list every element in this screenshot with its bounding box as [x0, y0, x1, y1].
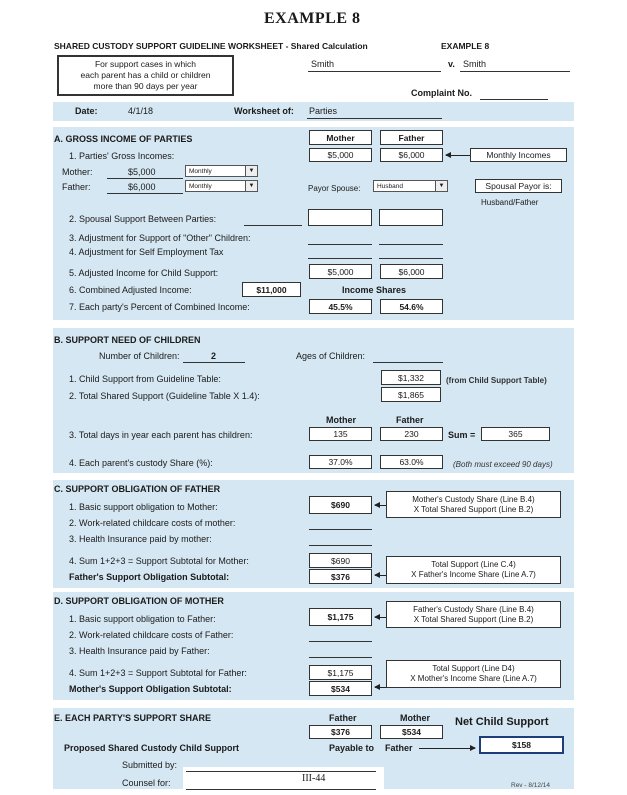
- num-children-value[interactable]: 2: [211, 351, 217, 361]
- b-col-mother: Mother: [326, 415, 356, 425]
- mother-obligation-value: $534: [309, 681, 372, 696]
- custody-share-father: 63.0%: [380, 455, 443, 469]
- e-mother-value: $534: [380, 725, 443, 739]
- info-line-2: each parent has a child or children: [80, 70, 211, 80]
- d-note2-arrow: [375, 687, 386, 688]
- mother-period-value: Monthly: [189, 168, 212, 175]
- line-a3-label: 3. Adjustment for Support of "Other" Children:: [69, 233, 251, 243]
- sum-label: Sum =: [448, 430, 476, 440]
- payable-arrow: [419, 748, 475, 749]
- shared-support-value: $1,865: [381, 387, 441, 402]
- c-note1-line2: X Total Shared Support (Line B.2): [413, 504, 534, 514]
- payable-to-label: Payable to: [329, 743, 375, 753]
- line-d2-label: 2. Work-related childcare costs of Father:: [69, 630, 234, 640]
- other-children-father-line: [379, 244, 443, 245]
- gross-income-mother: $5,000: [309, 148, 372, 162]
- custody-note: (Both must exceed 90 days): [453, 460, 553, 469]
- worksheet-of-underline: [307, 118, 442, 119]
- line-b1-label: 1. Child Support from Guideline Table:: [69, 374, 221, 384]
- info-line-3: more than 90 days per year: [93, 81, 198, 91]
- line-a5-label: 5. Adjusted Income for Child Support:: [69, 268, 219, 278]
- guideline-table-note: (from Child Support Table): [446, 376, 547, 385]
- line-b3-label: 3. Total days in year each parent has children:: [69, 430, 253, 440]
- defendant-underline: [460, 71, 570, 72]
- c-note1-arrow: [375, 505, 386, 506]
- spousal-payor-label: Spousal Payor is:: [475, 179, 562, 193]
- complaint-label: Complaint No.: [411, 88, 472, 98]
- monthly-incomes-note: Monthly Incomes: [470, 148, 567, 162]
- payor-spouse-select[interactable]: [373, 180, 448, 192]
- line-c4-label: 4. Sum 1+2+3 = Support Subtotal for Mother:: [69, 556, 249, 566]
- line-a6-label: 6. Combined Adjusted Income:: [69, 285, 192, 295]
- mother-basic-obligation: $1,175: [309, 608, 372, 626]
- ages-label: Ages of Children:: [296, 351, 366, 361]
- worksheet-of-value[interactable]: Parties: [309, 106, 338, 116]
- line-a7-label: 7. Each party's Percent of Combined Income:: [69, 302, 250, 312]
- line-a4-label: 4. Adjustment for Self Employment Tax: [69, 247, 224, 257]
- percent-father: 54.6%: [380, 299, 443, 314]
- col-father-header: Father: [380, 130, 443, 145]
- c-note1-line1: Mother's Custody Share (Line B.4): [412, 494, 535, 504]
- plaintiff-underline: [308, 71, 441, 72]
- other-children-mother-line: [308, 244, 372, 245]
- e-father-value: $376: [309, 725, 372, 739]
- c-formula-note-1: [386, 491, 561, 518]
- c-note2-line2: X Father's Income Share (Line A.7): [411, 570, 536, 579]
- e-col-father: Father: [329, 713, 357, 723]
- v-label: v.: [448, 59, 455, 69]
- combined-income-value: $11,000: [242, 282, 301, 297]
- num-children-label: Number of Children:: [99, 351, 180, 361]
- num-children-underline: [183, 362, 245, 363]
- payor-spouse-value: Husband: [377, 183, 404, 190]
- net-child-support-label: Net Child Support: [455, 716, 549, 728]
- percent-mother: 45.5%: [309, 299, 372, 314]
- days-father[interactable]: 230: [380, 427, 443, 441]
- counsel-for-label: Counsel for:: [122, 778, 171, 788]
- example-label: EXAMPLE 8: [441, 41, 490, 51]
- line-b4-label: 4. Each parent's custody Share (%):: [69, 458, 213, 468]
- section-e-heading: E. EACH PARTY'S SUPPORT SHARE: [54, 713, 211, 723]
- col-mother-header: Mother: [309, 130, 372, 145]
- section-a-heading: A. GROSS INCOME OF PARTIES: [54, 134, 193, 144]
- d-note1-line2: X Total Shared Support (Line B.2): [413, 614, 534, 624]
- self-employment-mother-line: [308, 258, 372, 259]
- father-basic-obligation: $690: [309, 496, 372, 514]
- father-income-label: Father:: [62, 182, 91, 192]
- submitted-underline: [186, 771, 376, 772]
- worksheet-of-label: Worksheet of:: [234, 106, 294, 116]
- self-employment-father-line: [379, 258, 443, 259]
- father-income-underline: [107, 193, 183, 194]
- d2-underline: [309, 641, 372, 642]
- line-d1-label: 1. Basic support obligation to Father:: [69, 614, 216, 624]
- line-a1-label: 1. Parties' Gross Incomes:: [69, 151, 175, 161]
- worksheet-title: SHARED CUSTODY SUPPORT GUIDELINE WORKSHEET - Shared Calculation: [54, 41, 368, 51]
- info-line-1: For support cases in which: [94, 59, 197, 69]
- defendant-name[interactable]: Smith: [463, 59, 487, 69]
- submitted-by-label: Submitted by:: [122, 760, 178, 770]
- net-child-support-value: $158: [479, 736, 564, 754]
- income-note-arrow: [446, 155, 470, 156]
- sum-value: 365: [481, 427, 550, 441]
- father-period-select[interactable]: [185, 180, 258, 192]
- info-box: [57, 55, 234, 96]
- complaint-underline: [480, 99, 548, 100]
- father-obligation-label: Father's Support Obligation Subtotal:: [69, 572, 230, 582]
- c-note2-arrow: [375, 575, 386, 576]
- mother-income-label: Mother:: [62, 167, 93, 177]
- custody-share-mother: 37.0%: [309, 455, 372, 469]
- gross-income-father: $6,000: [380, 148, 443, 162]
- line-c2-label: 2. Work-related childcare costs of mother:: [69, 518, 236, 528]
- c2-underline: [309, 529, 372, 530]
- d-note1-line1: Father's Custody Share (Line B.4): [413, 604, 534, 614]
- ages-underline: [373, 362, 443, 363]
- d-formula-note-1: [386, 601, 561, 628]
- section-b-heading: B. SUPPORT NEED OF CHILDREN: [54, 335, 201, 345]
- line-b2-label: 2. Total Shared Support (Guideline Table X 1.4):: [69, 391, 260, 401]
- spousal-payor-value: Husband/Father: [481, 198, 539, 207]
- line-a2-label: 2. Spousal Support Between Parties:: [69, 214, 217, 224]
- date-label: Date:: [75, 106, 98, 116]
- chevron-down-icon[interactable]: ▼: [435, 181, 447, 191]
- payable-to-value: Father: [385, 743, 413, 753]
- revision-label: Rev - 8/12/14: [511, 782, 551, 789]
- spousal-support-father[interactable]: [379, 209, 443, 226]
- chevron-down-icon[interactable]: ▼: [245, 181, 257, 191]
- page-title: EXAMPLE 8: [264, 10, 361, 27]
- c3-underline: [309, 545, 372, 546]
- father-income-amount[interactable]: $6,000: [128, 182, 156, 192]
- e-col-mother: Mother: [400, 713, 430, 723]
- payor-spouse-label: Payor Spouse:: [308, 184, 361, 193]
- adjusted-income-mother: $5,000: [309, 264, 372, 279]
- chevron-down-icon[interactable]: ▼: [245, 166, 257, 176]
- page-number: III-44: [302, 773, 326, 784]
- d3-underline: [309, 657, 372, 658]
- spousal-support-underline: [244, 225, 302, 226]
- date-value[interactable]: 4/1/18: [128, 106, 154, 116]
- days-mother[interactable]: 135: [309, 427, 372, 441]
- mother-income-underline: [107, 178, 183, 179]
- proposed-support-label: Proposed Shared Custody Child Support: [64, 743, 240, 753]
- d-note2-line1: Total Support (Line D4): [432, 664, 515, 673]
- c-formula-note-2: [386, 556, 561, 584]
- father-obligation-value: $376: [309, 569, 372, 584]
- plaintiff-name[interactable]: Smith: [311, 59, 335, 69]
- income-shares-label: Income Shares: [342, 285, 407, 295]
- line-c3-label: 3. Health Insurance paid by mother:: [69, 534, 212, 544]
- adjusted-income-father: $6,000: [380, 264, 443, 279]
- spousal-support-mother[interactable]: [308, 209, 372, 226]
- d-note1-arrow: [375, 617, 386, 618]
- mother-period-select[interactable]: [185, 165, 258, 177]
- counsel-underline: [186, 789, 376, 790]
- mother-obligation-label: Mother's Support Obligation Subtotal:: [69, 684, 232, 694]
- mother-subtotal-father: $1,175: [309, 665, 372, 680]
- d-formula-note-2: [386, 660, 561, 688]
- father-subtotal-mother: $690: [309, 553, 372, 568]
- c-note2-line1: Total Support (Line C.4): [431, 560, 516, 569]
- d-note2-line2: X Mother's Income Share (Line A.7): [410, 674, 537, 683]
- b-col-father: Father: [396, 415, 424, 425]
- line-c1-label: 1. Basic support obligation to Mother:: [69, 502, 218, 512]
- mother-income-amount[interactable]: $5,000: [128, 167, 156, 177]
- guideline-support-value: $1,332: [381, 370, 441, 385]
- line-d3-label: 3. Health Insurance paid by Father:: [69, 646, 210, 656]
- section-c-heading: C. SUPPORT OBLIGATION OF FATHER: [54, 484, 221, 494]
- father-period-value: Monthly: [189, 183, 212, 190]
- section-d-heading: D. SUPPORT OBLIGATION OF MOTHER: [54, 596, 224, 606]
- line-d4-label: 4. Sum 1+2+3 = Support Subtotal for Father:: [69, 668, 247, 678]
